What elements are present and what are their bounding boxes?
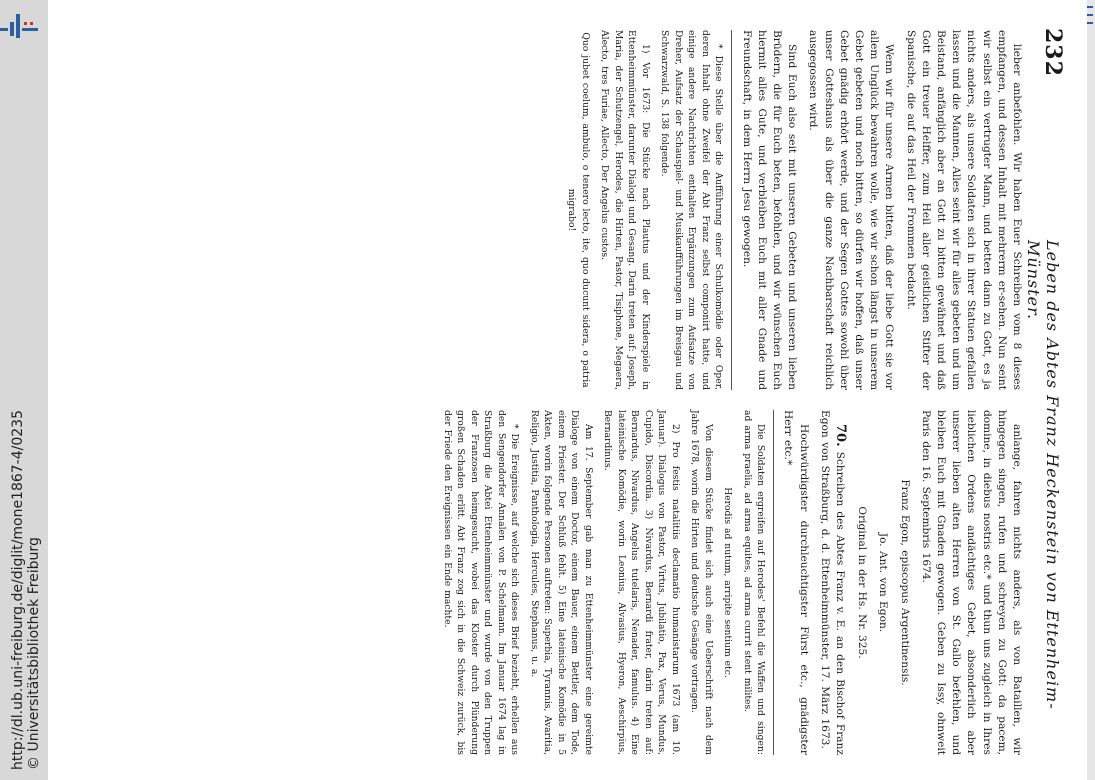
right-column: [434, 410, 1024, 755]
salutation: Hochwürdigster durchleuchtigster Fürst etc., gnädigster Herr etc.*: [782, 410, 810, 755]
right-edge-strip: [1087, 0, 1095, 780]
scanned-page: [50, 0, 1080, 780]
edge-marker-icon: [1087, 4, 1093, 34]
left-column: [559, 30, 1024, 390]
footnote: 2) Pro festis natalitiis declamatio humanistarum 1673 (am 10. Januar). Dialogus von Pastor, Virtus, Jubilatio, Pax, Verus, Mundus, Cupido, Discordia. 3) Nivardus, Bernardi frater, darin treten auf: Bernardus, Nivardus, Angelus tutelaris, Nenader, famulus. 4) Eine lateinische Komödie, worin Leonius, Alvasius, Hyeron, Aeschirpius, Bernardinus.: [602, 410, 681, 755]
entry-number: 70.: [832, 424, 848, 447]
footnote: 1) Vor 1673: Die Stücke nach Plautus und der Kinderspiele in Ettenheimmünster, darunter Dialogi und Gesang. Darin treten auf: Joseph, Maria, der Schutzengel, Herodes, die Hirten, Pastor, Tisiphone, Megaera, Alecto, tres Furiae, Allecto, Der Angelus custos.: [599, 30, 651, 390]
signature: Jo. Ant. von Egon.: [877, 532, 890, 633]
footnote: Von diesem Stücke findet sich auch eine Ueberschrift nach dem Jahre 1678, worin die Hirten und deutsche Gesänge vortragen.: [689, 410, 714, 755]
footnote: * Diese Stelle über die Aufführung einer Schulkomödie oder Oper, deren Inhalt ohne Zweifel der Abt Franz selbst componirt hatte, und einige andere Nachrichten enthalten Ergänzungen zum Aufsatze von Dreher, Aufsatz der Schauspiel- und Musikaufführungen im Breisgau und Schwarzwald, S. 138 folgende.: [659, 30, 725, 390]
entry-heading: [817, 410, 848, 755]
page-number: 232: [1040, 28, 1066, 77]
paragraph: anlange, fahren nichts anders, als von Bataillen, wir hingegen singen, rufen und schreyen zu Gott: da pacem, domine, in diebus nostris etc.* und thun uns zugleich in Ihres lieblichen Ordens andächtiges Gebet, absonderlich aber unserer lieben alten Herren von St. Gallo befehlen, und bleiben Euch mit Gnaden gewogen. Geben zu Issy, ohnweit Paris den 16. Septembris 1674.: [919, 410, 1023, 755]
source-note: Original in der Hs. Nr. 325.: [856, 506, 869, 659]
entry-heading-text: Schreiben des Abtes Franz v. E. an den Bischof Franz Egon von Straßburg, d. d. Ettenheimmünster, 17. März 1673.: [818, 410, 846, 755]
running-head: Leben des Abtes Franz Heckenstein von Ettenheim-Münster.: [1024, 240, 1062, 710]
paragraph: Wenn wir für unsere Armen bitten, daß der liebe Gott sie vor allem Unglück bewahren wolle, wie wir schon längst in unserem Gebet gebeten und noch bitten, so dürfen wir hoffen, daß unser Gebet gnädig erhört werde, und der Segen Gottes sowohl über unser Gotteshaus als über die ganze Nachbarschaft reichlich ausgegossen wird.: [807, 30, 896, 390]
footnote: Die Soldaten ergreifen auf Herodes' Befehl die Waffen und singen: ad arma praelia, ad arma equites, ad arma currit stent milites.: [741, 410, 767, 755]
copyright-notice: © Universitätsbibliothek Freiburg: [26, 537, 42, 770]
sidebar: [0, 0, 48, 780]
paragraph: Sind Euch also seit mit unseren Gebeten und unseren lieben Brüdern, die für Euch beten, befohlen, und wir wünschen Euch hiermit alles Gute, und verbleiben Euch mit aller Gnade und Freundschaft, in dem Herrn Jesu gewogen.: [740, 30, 799, 390]
paragraph: lieber anbefohlen. Wir haben Euer Schreiben vom 8 dieses empfangen, und dessen Inhalt mit mehrerm er-sehen. Nun seint wir selbst ein vertrugter Mann, und betten dann zu Gott, es ja nichts anders, als unsere Soldaten sich in ihrer Statuen gefallen lassen und die Mannen, Alles seint wir für alles gebeten und um Beistand, anfänglich aber an Gott zu bitten gewähnet und daß Gott ein treuer Helffer, zum Heil aller geistlichen Stifter der Spanische, die auf das Heil der Frommen bedacht.: [904, 30, 1023, 390]
footnote: * Die Ereignisse, auf welche sich dieses Brief bezieht, erhellen aus den Sengendorfer Annalen von P. Schelmann. Im Januar 1674 lag in Straßburg die Abtei Ettenheimmünster und wurde von den Truppen der Franzosen heimgesucht, wobei das Kloster durch Plünderung großen Schaden erlitt. Abt Franz zog sich in die Schweiz zurück, bis der Friede den Ereignissen ein Ende machte.: [441, 410, 521, 755]
footnote: Am 17. September gab man zu Ettenheimmünster eine gereimte Dialoge von einem Doctor, einem Bauer, einem Bettler, dem Tode, einem Priester. Der Schluß fehlt. 5) Eine lateinische Komödie in 5 Akten, worin folgende Personen auftreten: Superbia, Tyrannis, Avaritia, Religio, Justitia, Panthologia, Hercules, Stephanus, u. a.: [528, 410, 594, 755]
divider: [773, 410, 774, 755]
footnote: Herodis ad nutum, arripite sentium etc.: [722, 487, 734, 678]
divider: [731, 30, 732, 390]
footnote-verse: Quo jubet coelum, ambulo, o tenero lecto, ite, quo ducunt sidera, o patria migrabo!: [566, 32, 591, 388]
permalink-url[interactable]: http://dl.ub.uni-freiburg.de/diglit/mone1867-4/0235: [10, 410, 26, 770]
signature: Franz Egon, episcopus Argentinensis.: [898, 479, 911, 686]
sidebar-text: [10, 10, 42, 770]
